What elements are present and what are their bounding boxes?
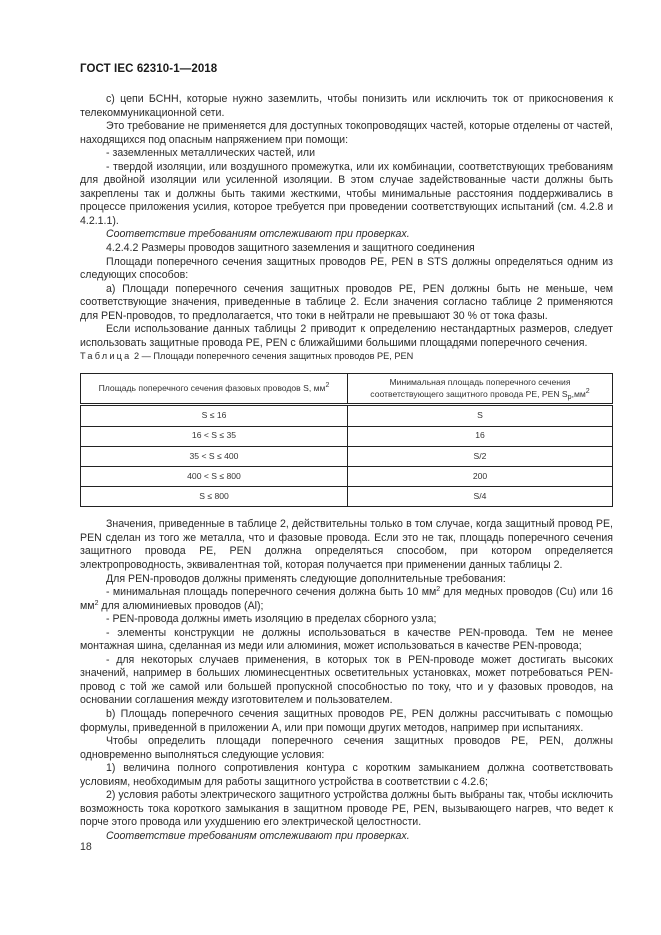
list-item: - элементы конструкции не должны использоваться в качестве PEN-провода. Тем не менее монтажная шина, сделанная из меди или алюминия, может использоваться в качестве PEN-провода; xyxy=(80,626,613,653)
table-caption-text: 2 — Площади поперечного сечения защитных проводов PE, PEN xyxy=(131,351,414,362)
cell-phase: S ≤ 16 xyxy=(81,405,348,426)
table-caption-label: Таблица xyxy=(80,351,132,362)
cell-phase: S ≤ 800 xyxy=(81,487,348,507)
cell-phase: 35 < S ≤ 400 xyxy=(81,446,348,466)
list-item: - PEN-провода должны иметь изоляцию в пределах сборного узла; xyxy=(106,613,437,626)
cell-min-pe: 16 xyxy=(348,426,613,446)
list-item: a) Площади поперечного сечения защитных проводов PE, PEN должны быть не меньше, чем соответствующие значения, приведенные в таблице 2. Если значения согласно таблице 2 применяются для PEN-проводов, то предлолагается, что токи в нейтрали не превышают 30 % от тока фазы. xyxy=(80,282,613,322)
paragraph: Значения, приведенные в таблице 2, действительны только в том случае, когда защитный провод PE, PEN сделан из того же металла, что и фазовые провода. Если это не так, площадь поперечного сечения защитного провода PE, PEN должна определяться способом, при котором определяется электропроводность, эквивалентная той, которая получается при применении данных таблицы 2. xyxy=(80,518,613,571)
list-item: - минимальная площадь поперечного сечения должна быть 10 $мм^2$ для медных проводов (Cu) или 16 $мм^2$ для алюминиевых проводов (Al); xyxy=(80,586,613,612)
list-item: - твердой изоляции, или воздушного промежутка, или их комбинации, соответствующих требованиям для двойной изоляции или усиленной изоляции. В этом случае задействованные части должны быть закреплены так и должны быть такими жесткими, чтобы минимальные расстояния поддерживались в процессе приложения усилия, которое требуется при проведении соответствующих испытаний (см. 4.2.8 и 4.2.1.1). xyxy=(80,160,613,227)
table-row xyxy=(81,426,613,446)
paragraph: c) цепи БСНН, которые нужно заземлить, чтобы понизить или исключить ток от прикосновения к телекоммуникационной сети. xyxy=(80,93,613,119)
paragraph: Это требование не применяется для доступных токопроводящих частей, которые отделены от частей, находящихся под опасным напряжением при помощи: xyxy=(80,120,613,146)
section-heading: 4.2.4.2 Размеры проводов защитного заземления и защитного соединения xyxy=(106,242,475,255)
document-header: ГОСТ IEC 62310-1—2018 xyxy=(80,63,218,75)
cell-min-pe: S xyxy=(348,405,613,426)
post-table-text xyxy=(80,518,613,843)
list-item: 1) величина полного сопротивления контура с коротким замыканием должна соответствовать условиям, необходимым для работы защитного устройства в соответствии с 4.2.6; xyxy=(80,762,613,788)
paragraph: Для PEN-проводов должны применять следующие дополнительные требования: xyxy=(106,572,506,585)
cell-phase: 16 < S ≤ 35 xyxy=(81,426,348,446)
table-row xyxy=(81,487,613,507)
cross-section-table xyxy=(80,373,613,507)
paragraph: Площади поперечного сечения защитных проводов PE, PEN в STS должны определяться одним из следующих способов: xyxy=(80,255,613,282)
table-header-phase: Площадь поперечного сечения фазовых проводов S, $мм^2$ xyxy=(81,374,348,405)
compliance-note: Соответствие требованиям отслеживают при проверках. xyxy=(106,228,410,241)
table-row xyxy=(81,466,613,486)
document-body xyxy=(80,93,613,843)
cell-phase: 400 < S ≤ 800 xyxy=(81,466,348,486)
compliance-note: Соответствие требованиям отслеживают при проверках. xyxy=(106,829,410,842)
table-caption xyxy=(80,350,613,362)
list-item: b) Площадь поперечного сечения защитных проводов PE, PEN должны рассчитывать с помощью формулы, приведенной в приложении A, или при помощи других методов, например при испытаниях. xyxy=(80,707,613,734)
cell-min-pe: S/2 xyxy=(348,446,613,466)
table-row xyxy=(81,405,613,426)
table-header-min-pe: Минимальная площадь поперечного сечения соответствующего защитного провода PE, PEN $S_p,мм^2$ xyxy=(348,374,613,405)
list-item: - заземленных металлических частей, или xyxy=(106,147,316,160)
list-item: - для некоторых случаев применения, в которых ток в PEN-проводе может достигать высоких значений, например в больших люминесцентных осветительных установках, может потребоваться PEN-провод с той же самой или большей пропускной способностью по току, что и у фазовых проводов, на основании соглашения между изготовителем и пользователем. xyxy=(80,653,613,707)
cell-min-pe: S/4 xyxy=(348,487,613,507)
page-number: 18 xyxy=(80,841,92,853)
cell-min-pe: 200 xyxy=(348,466,613,486)
table-row xyxy=(81,446,613,466)
paragraph: Если использование данных таблицы 2 приводит к определению нестандартных размеров, следует использовать защитные провода PE, PEN с ближайшими большими площадями поперечного сечения. xyxy=(80,323,613,349)
paragraph: Чтобы определить площади поперечного сечения защитных проводов PE, PEN, должны одновременно выполняться следующие условия: xyxy=(80,735,613,761)
list-item: 2) условия работы электрического защитного устройства должны быть выбраны так, чтобы исключить возможность тока короткого замыкания в защитном проводе PE, PEN, вызывающего нагрев, что ведет к порче этого провода или ухудшению его электрической целостности. xyxy=(80,789,613,829)
table-header-row xyxy=(81,374,613,405)
